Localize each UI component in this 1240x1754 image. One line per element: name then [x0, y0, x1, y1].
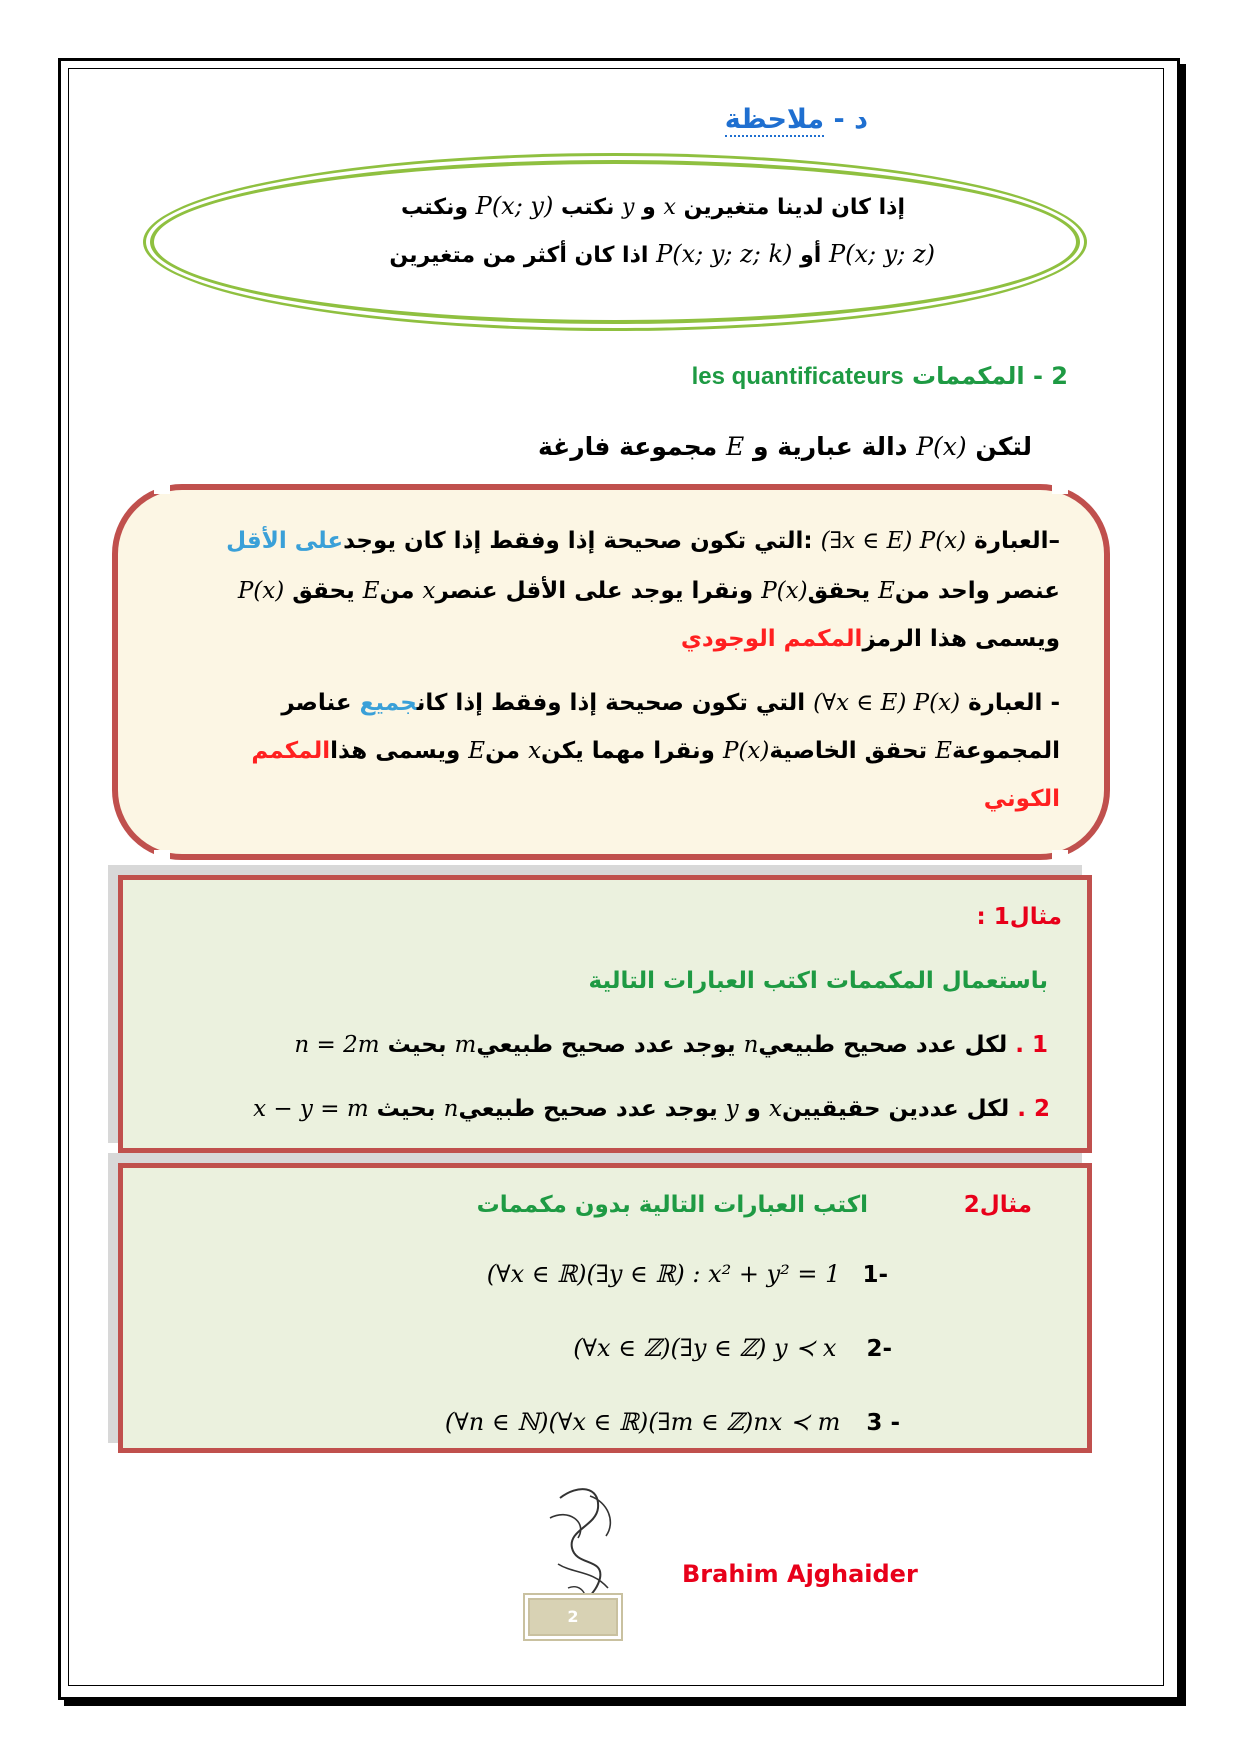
def-text: المجموعة — [951, 738, 1060, 764]
def-highlight: المكمم — [251, 738, 331, 764]
def-text: - العبارة — [968, 690, 1060, 716]
def-text: ويسمى هذا — [330, 738, 461, 764]
example-2-instruction: اكتب العبارات التالية بدون مكممات — [476, 1192, 868, 1218]
ellipse-text: نكتب — [561, 195, 615, 220]
example-1-instruction: باستعمال المكممات اكتب العبارات التالية — [588, 968, 1048, 994]
existential-line-1 — [226, 528, 1060, 554]
example-1-title: مثال1 : — [976, 904, 1062, 930]
math-pxy: P(x; y) — [475, 192, 554, 220]
section-title-ar: المكممات — [912, 362, 1025, 390]
math-e: E — [468, 738, 486, 764]
ellipse-text: و — [642, 195, 656, 220]
let-text: لتكن — [975, 432, 1032, 461]
math-e: E — [726, 432, 745, 461]
ellipse-text: أو — [800, 243, 822, 268]
universal-line-1 — [281, 690, 1060, 716]
formula-number: -2 — [866, 1336, 892, 1362]
def-text: يحقق — [292, 578, 355, 604]
def-highlight: المكمم الوجودي — [680, 626, 863, 652]
example-2-formula-1 — [487, 1260, 888, 1288]
math-e: E — [878, 578, 895, 604]
math-equation: n = 2m — [294, 1032, 380, 1058]
math-formula: (∀x ∈ ℤ)(∃y ∈ ℤ) y ≺ x — [573, 1334, 837, 1362]
def-text: يحقق — [807, 578, 871, 604]
note-prefix: د - — [824, 104, 868, 135]
existential-line-3 — [681, 626, 1060, 652]
let-text: دالة عبارية و — [752, 432, 908, 461]
math-y: y — [622, 195, 635, 220]
def-highlight: جميع — [359, 690, 417, 716]
math-m: m — [454, 1032, 477, 1058]
math-x: x — [422, 578, 436, 604]
formula-number: -1 — [862, 1262, 888, 1288]
let-statement — [538, 432, 1032, 461]
universal-line-3 — [984, 786, 1060, 812]
def-text: :التي تكون صحيحة إذا وفقط إذا كان يوجد — [343, 528, 813, 554]
item-text: بحيث — [387, 1032, 447, 1058]
math-y: y — [725, 1096, 739, 1122]
item-number: 1 . — [1015, 1032, 1048, 1058]
ellipse-line-1 — [401, 192, 905, 220]
def-highlight: الكوني — [983, 786, 1060, 812]
section-2-heading — [692, 362, 1068, 391]
def-text: من — [379, 578, 415, 604]
note-title: ملاحظة — [724, 104, 825, 135]
item-text: لكل عدد صحيح طبيعي — [758, 1032, 1008, 1058]
section-number: 2 - — [1024, 362, 1068, 390]
math-n: n — [443, 1096, 459, 1122]
signature-image — [538, 1478, 628, 1618]
item-text: لكل عددين حقيقيين — [781, 1096, 1010, 1122]
def-text: عنصر واحد من — [894, 578, 1060, 604]
author-name: Brahim Ajghaider — [682, 1560, 918, 1588]
math-pxyzk: P(x; y; z; k) — [656, 240, 793, 268]
math-x: x — [528, 738, 542, 764]
ellipse-line-2 — [389, 240, 935, 268]
math-x: x — [768, 1096, 782, 1122]
item-text: يوجد عدد صحيح طبيعي — [476, 1032, 736, 1058]
item-text: بحيث — [376, 1096, 436, 1122]
math-equation: x − y = m — [253, 1096, 369, 1122]
def-text: التي تكون صحيحة إذا وفقط إذا كان — [416, 690, 806, 716]
ellipse-text: ونكتب — [401, 195, 468, 220]
math-formula: (∀x ∈ ℝ)(∃y ∈ ℝ) : x² + y² = 1 — [486, 1260, 841, 1288]
math-px: P(x) — [761, 578, 808, 604]
def-highlight: على الأقل — [226, 528, 344, 554]
example-1-item-1 — [294, 1032, 1048, 1058]
math-e: E — [362, 578, 380, 604]
item-text: و — [746, 1096, 761, 1122]
def-text: –العبارة — [974, 528, 1060, 554]
ellipse-text: اذا كان أكثر من متغيرين — [389, 243, 649, 268]
item-text: يوجد عدد صحيح طبيعي — [458, 1096, 718, 1122]
example-2-formula-3 — [445, 1408, 900, 1436]
example-2-title: مثال2 — [963, 1192, 1032, 1218]
def-text: من — [485, 738, 521, 764]
example-2-formula-2 — [573, 1334, 892, 1362]
existential-line-2 — [238, 578, 1060, 604]
formula-number: - 3 — [866, 1410, 900, 1436]
math-e: E — [935, 738, 952, 764]
note-heading — [725, 104, 868, 135]
def-text: ونقرا مهما يكن — [541, 738, 715, 764]
math-px: P(x) — [916, 432, 967, 461]
def-text: ويسمى هذا الرمز — [862, 626, 1060, 652]
math-n: n — [743, 1032, 759, 1058]
math-x: x — [663, 195, 676, 220]
math-forall: (∀x ∈ E) P(x) — [813, 690, 961, 716]
page-number: 2 — [528, 1598, 618, 1636]
example-1-item-2 — [253, 1096, 1050, 1122]
def-text: عناصر — [281, 690, 352, 716]
ellipse-text: إذا كان لدينا متغيرين — [683, 195, 905, 220]
def-text: ونقرا يوجد على الأقل عنصر — [435, 578, 754, 604]
math-px: P(x) — [722, 738, 770, 764]
math-formula: (∀n ∈ ℕ)(∀x ∈ ℝ)(∃m ∈ ℤ)nx ≺ m — [444, 1408, 841, 1436]
math-exists: (∃x ∈ E) P(x) — [820, 528, 967, 554]
universal-line-2 — [251, 738, 1060, 764]
section-title-fr: les quantificateurs — [691, 363, 904, 390]
math-pxyz: P(x; y; z) — [828, 240, 935, 268]
def-text: تحقق الخاصية — [769, 738, 928, 764]
let-text: مجموعة فارغة — [538, 432, 718, 461]
math-px: P(x) — [237, 578, 285, 604]
item-number: 2 . — [1017, 1096, 1050, 1122]
